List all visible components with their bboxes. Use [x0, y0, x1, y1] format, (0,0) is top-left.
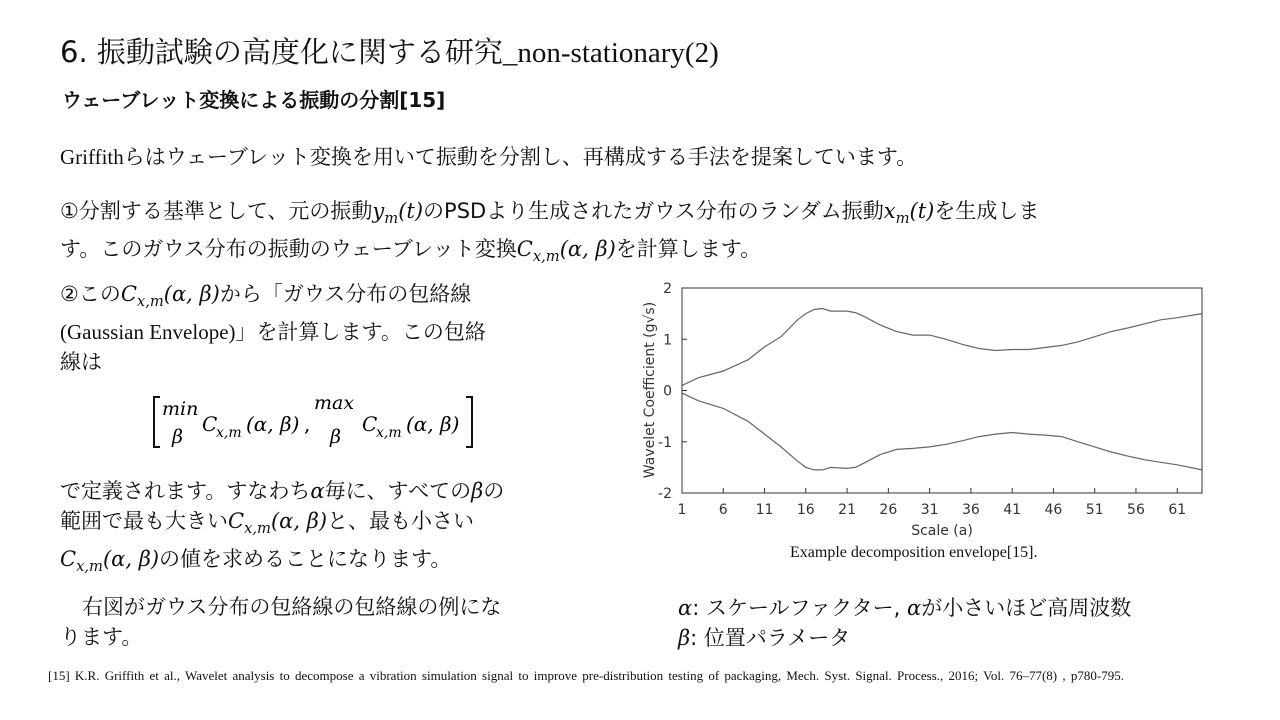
x-tick-label: 31 — [920, 502, 939, 518]
math-c-args: (α, β) — [163, 282, 220, 306]
math-c-sub: x,m — [244, 520, 271, 538]
max-beta: β — [330, 426, 341, 448]
figure-note-a: 右図がガウス分布の包絡線の包絡線の例にな — [82, 595, 502, 619]
x-tick-label: 6 — [718, 502, 728, 518]
math-c: C — [120, 282, 137, 306]
legend-alpha-symbol: α — [678, 596, 693, 620]
x-tick-label: 26 — [879, 502, 898, 518]
envelope-line-lower — [682, 393, 1202, 470]
step1-text-a: ①分割する基準として、元の振動 — [60, 199, 373, 223]
math-beta: β — [471, 479, 484, 503]
formula-c-2-args: (α, β) — [406, 412, 460, 436]
legend-alpha-text: : スケールファクター, — [692, 596, 908, 620]
legend-beta-symbol: β — [678, 626, 691, 650]
math-ym — [372, 199, 424, 228]
y-tick-label: -2 — [658, 486, 672, 502]
def-text-b: 毎に、すべての — [324, 479, 472, 503]
beta-legend — [678, 622, 850, 652]
x-tick-label: 1 — [677, 502, 687, 518]
math-cxm-3 — [228, 509, 328, 538]
math-xm — [883, 199, 935, 228]
paragraph-step2 — [60, 279, 580, 377]
y-tick-label: 1 — [663, 332, 672, 349]
math-c-args: (α, β) — [102, 547, 160, 572]
max-operator: max — [314, 393, 355, 414]
envelope-chart — [630, 276, 1230, 542]
title-suffix: _non-stationary(2) — [502, 37, 719, 69]
def-text-c: の — [483, 479, 505, 503]
math-y: y — [372, 199, 385, 223]
math-c-sub: x,m — [532, 248, 560, 266]
def-text-f: の値を求めることになります。 — [159, 547, 452, 572]
y-axis-ticks — [658, 281, 687, 502]
step2-text-d: 」を計算します。この包絡 — [235, 320, 486, 345]
math-c: C — [228, 509, 245, 533]
alpha-legend — [678, 592, 1131, 622]
title-main: 6. 振動試験の高度化に関する研究 — [60, 35, 503, 69]
math-y-sub: m — [384, 210, 399, 228]
x-tick-label: 16 — [796, 502, 815, 518]
gaussian-envelope-term: (Gaussian Envelope) — [60, 320, 236, 345]
step1-text-d: す。このガウス分布の振動のウェーブレット変換 — [60, 237, 517, 262]
y-tick-label: 0 — [663, 383, 672, 400]
formula-c-1-args: (α, β) — [246, 412, 300, 436]
envelope-line-upper — [682, 309, 1202, 386]
x-tick-label: 21 — [838, 502, 856, 518]
page-title — [60, 30, 719, 71]
reference-footnote: [15] K.R. Griffith et al., Wavelet analysis to decompose a vibration simulation signal to improve pre-distribution testing of packaging, Mech. Syst. Signal. Process., 2016; Vol. 76–77(8) , p780-795. — [48, 668, 1124, 683]
min-operator: min — [162, 398, 199, 420]
right-bracket — [466, 397, 472, 447]
x-tick-label: 36 — [961, 502, 980, 518]
paragraph-figure-note — [60, 592, 580, 652]
formula-c-1: C — [202, 412, 218, 436]
x-tick-label: 46 — [1044, 502, 1063, 518]
legend-beta-text: : 位置パラメータ — [690, 626, 851, 650]
left-bracket — [154, 397, 160, 447]
step2-text-a: ②この — [60, 282, 121, 306]
plot-frame — [682, 288, 1202, 493]
def-text-e: と、最も小さい — [327, 509, 475, 533]
y-axis-label: Wavelet Coefficient (g√s) — [642, 301, 658, 479]
math-x-sub: m — [895, 210, 910, 228]
math-cxm-4 — [60, 547, 160, 576]
def-text-a: で定義されます。すなわち — [60, 479, 311, 503]
math-c-args: (α, β) — [270, 509, 328, 533]
x-tick-label: 56 — [1127, 502, 1145, 518]
paragraph-step1 — [60, 196, 1240, 272]
math-c-sub: x,m — [136, 293, 164, 311]
math-alpha: α — [310, 479, 325, 503]
y-tick-label: 2 — [663, 281, 672, 297]
step1-text-b: のPSDより生成されたガウス分布のランダム振動 — [423, 199, 884, 223]
step2-text-e: 線は — [60, 350, 102, 375]
math-x: x — [883, 199, 896, 223]
math-c-args: (α, β) — [559, 237, 616, 262]
def-text-d: 範囲で最も大きい — [60, 509, 228, 533]
intro-text: らはウェーブレット変換を用いて振動を分割し、再構成する手法を提案しています。 — [123, 145, 918, 169]
math-cxm — [516, 237, 616, 266]
section-subtitle: ウェーブレット変換による振動の分割[15] — [62, 88, 446, 112]
formula-c-1-sub: x,m — [216, 425, 242, 441]
legend-alpha-text-2: が小さいほど高周波数 — [921, 596, 1132, 620]
paragraph-definition — [60, 476, 580, 582]
math-c: C — [516, 237, 533, 262]
author-name: Griffith — [60, 145, 124, 169]
figure-caption: Example decomposition envelope[15]. — [790, 544, 1038, 561]
formula-c-2: C — [362, 412, 378, 436]
formula-c-2-sub: x,m — [376, 425, 402, 441]
x-tick-label: 11 — [755, 502, 774, 518]
math-c: C — [60, 547, 77, 572]
envelope-formula — [152, 393, 482, 451]
math-c-sub: x,m — [76, 558, 103, 576]
math-x-arg: (t) — [909, 199, 935, 223]
step1-text-c: を生成しま — [934, 199, 1040, 223]
step1-text-e: を計算します。 — [615, 237, 762, 262]
math-y-arg: (t) — [398, 199, 424, 223]
series-lines — [682, 309, 1202, 470]
figure-note-b: ります。 — [60, 625, 143, 649]
step2-text-b: から「ガウス分布の包絡線 — [219, 282, 472, 306]
math-cxm-2 — [120, 282, 220, 311]
x-tick-label: 41 — [1003, 502, 1022, 518]
x-tick-label: 51 — [1085, 502, 1104, 518]
legend-alpha-symbol-2: α — [907, 596, 922, 620]
x-axis-label: Scale (a) — [911, 523, 973, 539]
x-tick-label: 61 — [1168, 502, 1187, 518]
y-tick-label: -1 — [658, 434, 672, 451]
paragraph-intro — [60, 142, 1240, 172]
min-beta: β — [172, 426, 183, 448]
formula-comma: , — [304, 412, 311, 436]
